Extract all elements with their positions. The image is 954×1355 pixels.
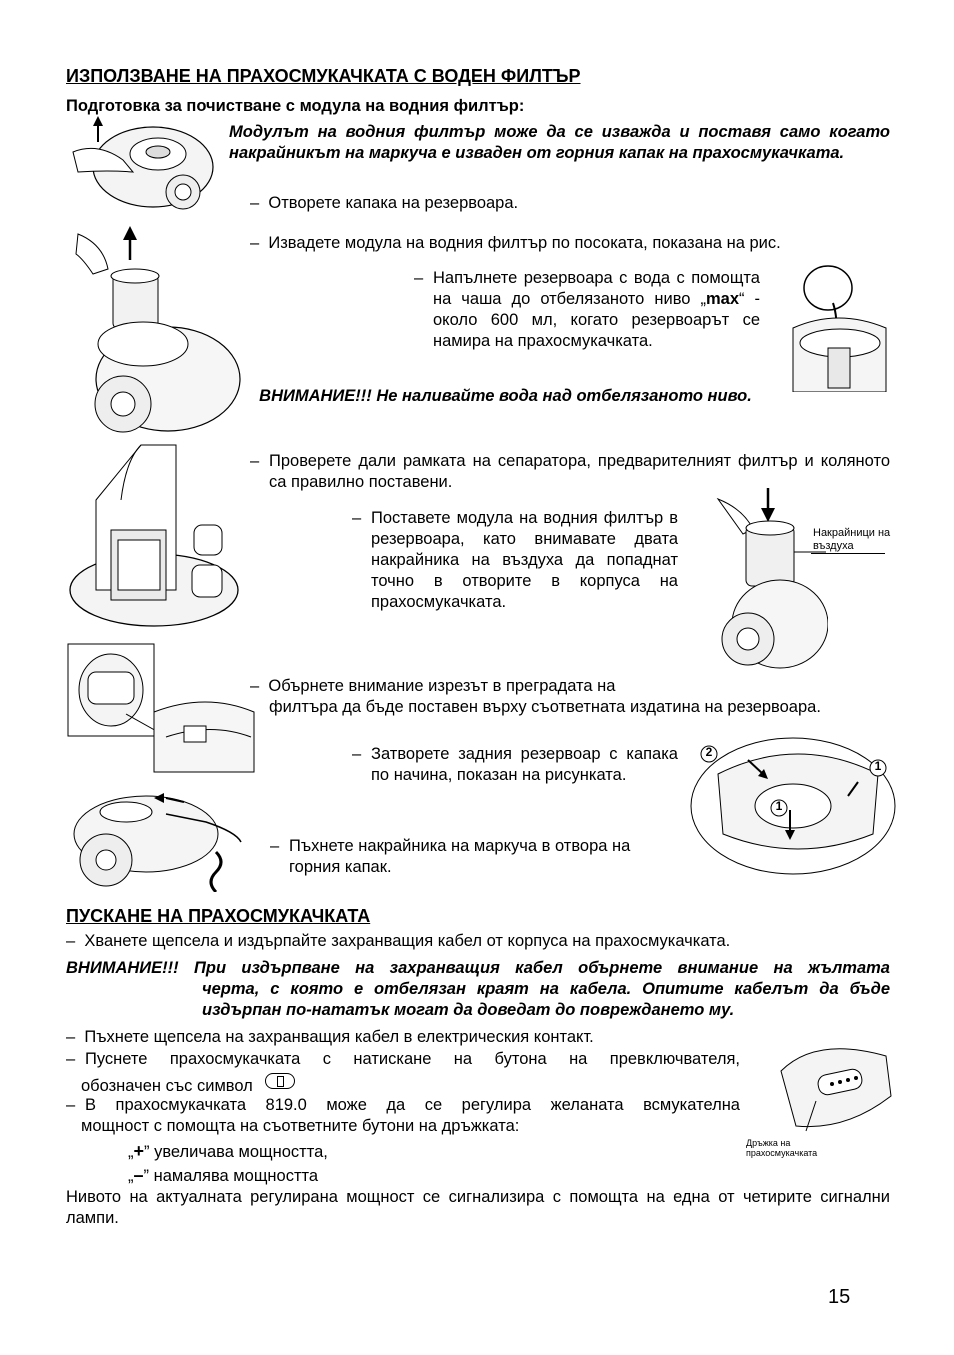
callout-1-center: 1 [775,799,783,813]
figure-open-lid [68,112,218,218]
step-text: Поставете модула на водния филтър в резервоара, като внимавате двата накрайника на въздуха да попаднат точно в отворите в корпуса на прахосмукачката. [371,509,678,611]
section-title-starting: ПУСКАНЕ НА ПРАХОСМУКАЧКАТА [66,906,371,926]
list-dash: – [250,677,260,695]
cable-warning-rest: черта, с която е отбелязан краят на кабела. Опитите кабелът да бъде издърпан по-нататък могат да доведат до повреждането му. [202,980,890,1019]
minus-explanation [128,1165,318,1187]
step-text: обозначен със символ [81,1077,253,1095]
list-dash: – [250,194,260,212]
step-text: Пъхнете накрайника на маркуча в отвора на горния капак. [289,837,631,876]
plus-icon: + [133,1141,145,1161]
callout-1-right: 1 [874,759,882,773]
step-close-tank [352,744,678,786]
figure-remove-module [68,224,244,442]
figure-close-tank [688,734,898,878]
step-text: Затворете задния резервоар с капака по начина, показан на рисунката. [371,745,678,784]
list-dash: – [414,269,424,287]
step-text: филтъра да бъде поставен върху съответната издатина на резервоара. [269,698,821,716]
step-text: Обърнете внимание изрезът в преградата на [268,677,616,695]
figure-insert-module [708,484,828,674]
figure-fill-cup [788,258,888,392]
step-check-cutout [250,676,900,718]
power-symbol-icon [265,1073,295,1089]
section-title-water-filter: ИЗПОЛЗВАНЕ НА ПРАХОСМУКАЧКАТА С ВОДЕН ФИЛТЪР [66,66,581,86]
list-dash: – [250,452,260,470]
air-nozzles-label: Накрайници на въздуха [813,527,891,552]
step-text: Напълнете резервоара с вода с помощта на чаша до отбелязаното ниво „ [433,269,760,308]
step-text: ” увеличава мощността, [144,1143,328,1161]
list-dash: – [352,509,362,527]
list-dash: – [66,1050,76,1068]
step-power-adjust [66,1095,740,1137]
step-text: Пъхнете щепсела на захранващия кабел в електрическия контакт. [84,1028,594,1046]
step-text: В прахосмукачката 819.0 може да се регулира желаната всмукателна [85,1096,740,1114]
handle-label: Дръжка на прахосмукачката [746,1138,818,1158]
step-text: Извадете модула на водния филтър по посоката, показана на рис. [268,234,781,252]
cable-warning-lead: ВНИМАНИЕ!!! При издърпване на захранващия кабел обърнете внимание на жълтата [66,959,890,977]
page-number: 15 [828,1286,851,1308]
step-power-on [66,1049,740,1097]
step-text: мощност с помощта на съответните бутони на дръжката: [81,1117,520,1135]
list-dash: – [66,932,76,950]
callout-2: 2 [705,745,713,759]
step-fill-water [414,268,760,352]
figure-cutout-detail [66,642,256,774]
minus-icon: – [133,1165,144,1185]
step-remove-module [250,233,870,254]
water-level-warning: ВНИМАНИЕ!!! Не наливайте вода над отбелязаното ниво. [259,387,752,405]
list-dash: – [66,1096,76,1114]
list-dash: – [66,1028,76,1046]
step-text: Проверете дали рамката на сепаратора, предварителният филтър и коляното са правилно поставени. [269,452,890,491]
step-insert-module [352,508,678,613]
step-open-lid [250,193,850,214]
step-plug-in [66,1027,766,1048]
step-insert-hose [270,836,650,878]
step-text: Пуснете прахосмукачката с натискане на бутона на превключвателя, [85,1050,740,1068]
quote-open: „ [128,1167,134,1185]
list-dash: – [270,837,280,855]
quote-open: „ [128,1143,134,1161]
preparation-subtitle: Подготовка за почистване с модула на водния филтър: [66,97,525,115]
step-text: “ - около 600 мл, когато резервоарът се намира на прахосмукачката. [433,290,761,350]
label-underline [811,553,885,554]
step-text: Отворете капака на резервоара. [268,194,519,212]
figure-insert-hose [66,782,248,892]
list-dash: – [352,745,362,763]
max-mark: max [705,290,739,308]
step-text: Хванете щепсела и издърпайте захранващия кабел от корпуса на прахосмукачката. [84,932,731,950]
step-text: ” намалява мощността [143,1167,319,1185]
step-pull-cable [66,931,896,952]
list-dash: – [250,234,260,252]
plus-explanation [128,1141,328,1163]
module-note: Модулът на водния филтър може да се изважда и поставя само когато накрайникът на маркуча е изваден от горния капак на прахосмукачката. [229,123,890,162]
signal-lamps-paragraph: Нивото на актуалната регулирана мощност се сигнализира с помощта на една от четирите сигнални лампи. [66,1188,890,1227]
figure-handle [776,1036,894,1142]
figure-separator [66,440,244,636]
